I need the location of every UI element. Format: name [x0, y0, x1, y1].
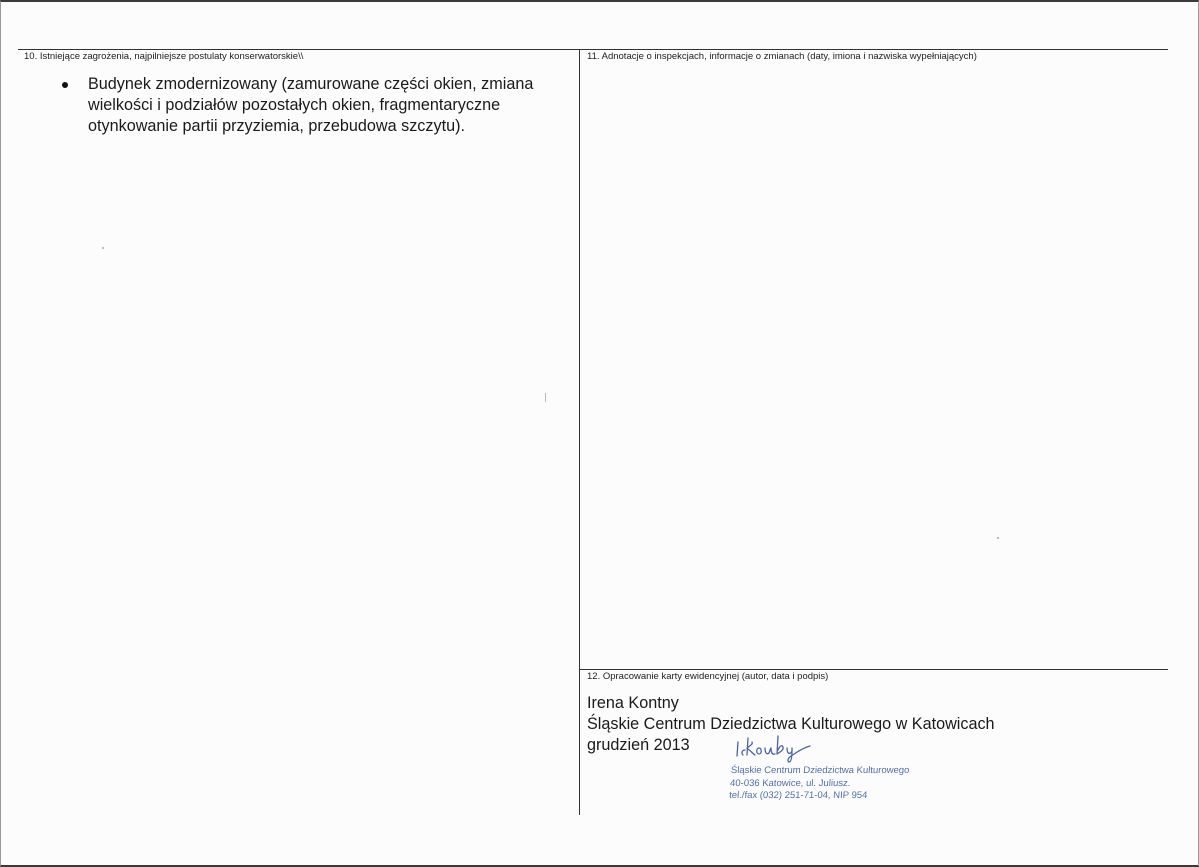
list-item-text: Budynek zmodernizowany (zamurowane części okien, zmiana wielkości i podziałów pozostałych okien, fragmentaryczne otynkowanie partii przyziemia, przebudowa szczytu). — [88, 75, 534, 135]
section-10-list — [62, 74, 562, 137]
section-10-top-rule — [18, 49, 580, 50]
author-name: Irena Kontny — [587, 694, 679, 712]
stamp-line: 40-036 Katowice, ul. Juliusz. — [729, 777, 851, 789]
institution-stamp — [729, 765, 910, 803]
section-11-top-rule — [580, 49, 1168, 50]
section-11-label: 11. Adnotacje o inspekcjach, informacje o zmianach (daty, imiona i nazwiska wypełniających) — [587, 51, 977, 62]
section-12-top-rule — [580, 669, 1168, 670]
scan-speck — [102, 247, 104, 249]
bullet-icon — [62, 82, 68, 88]
section-10-label: 10. Istniejące zagrożenia, najpilniejsze postulaty konserwatorskie\\ — [24, 51, 304, 62]
scan-speck — [997, 537, 999, 539]
author-date: grudzień 2013 — [587, 736, 690, 754]
scan-speck — [545, 393, 546, 402]
column-divider — [579, 49, 580, 815]
section-12-label: 12. Opracowanie karty ewidencyjnej (autor, data i podpis) — [587, 671, 829, 682]
list-item — [62, 74, 562, 137]
signature-icon — [734, 728, 824, 764]
author-institution: Śląskie Centrum Dziedzictwa Kulturowego w Katowicach — [587, 715, 995, 733]
stamp-line: tel./fax (032) 251-71-04, NIP 954 — [728, 790, 868, 801]
stamp-line: Śląskie Centrum Dziedzictwa Kulturowego — [730, 765, 910, 776]
